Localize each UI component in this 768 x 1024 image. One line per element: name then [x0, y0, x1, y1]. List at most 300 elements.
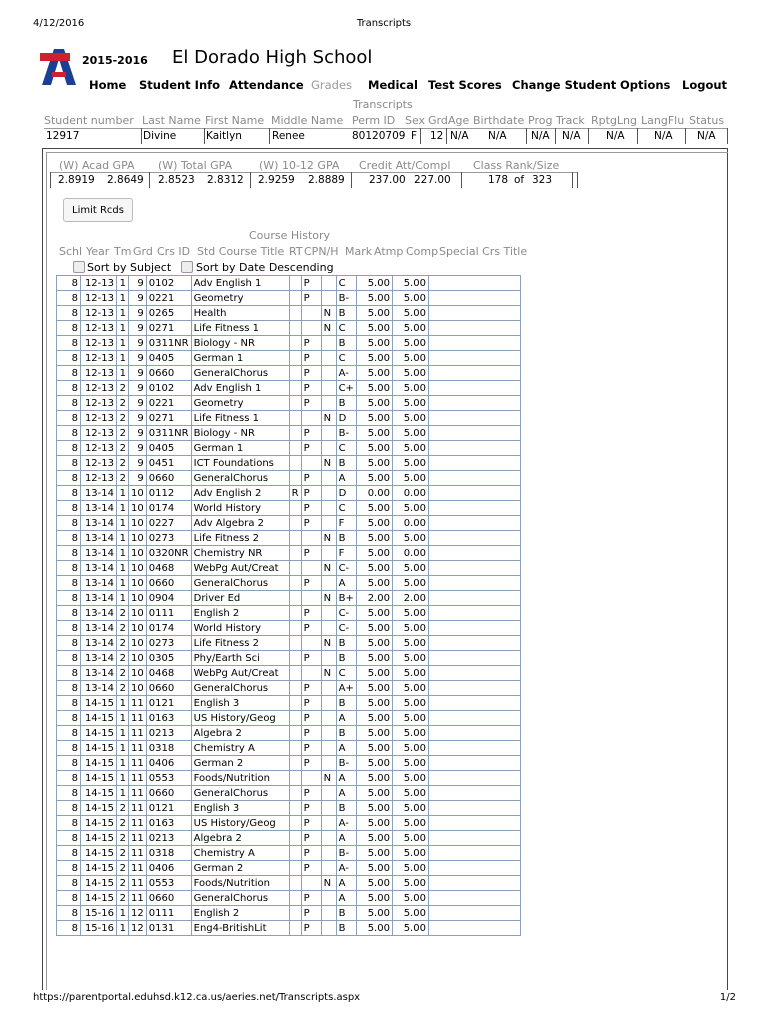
cell-rt	[289, 891, 301, 906]
cell-rt: R	[289, 486, 301, 501]
cell-atmp: 5.00	[356, 831, 392, 846]
cell-special-title	[428, 921, 520, 936]
cell-schl: 8	[57, 441, 81, 456]
cell-year: 14-15	[81, 861, 117, 876]
cell-comp: 0.00	[392, 546, 428, 561]
cell-rt	[289, 906, 301, 921]
cell-tm: 1	[117, 711, 129, 726]
cell-grd: 9	[129, 306, 147, 321]
cell-tm: 2	[117, 636, 129, 651]
cell-tm: 1	[117, 726, 129, 741]
credit-completed: 227.00	[414, 174, 451, 186]
cell-tm: 2	[117, 471, 129, 486]
total-gpa-weighted: 2.8523	[158, 174, 195, 186]
col-rt: RT	[289, 245, 303, 258]
cell-tm: 1	[117, 516, 129, 531]
cell-tm: 2	[117, 861, 129, 876]
cell-rt	[289, 921, 301, 936]
cell-crs-id: 0131	[146, 921, 191, 936]
cell-schl: 8	[57, 471, 81, 486]
cell-special-title	[428, 321, 520, 336]
cell-mark: B-	[336, 846, 356, 861]
cell-year: 13-14	[81, 666, 117, 681]
cell-rt	[289, 726, 301, 741]
table-row	[57, 321, 521, 336]
cell-rt	[289, 606, 301, 621]
cell-crs-id: 0553	[146, 876, 191, 891]
cell-special-title	[428, 591, 520, 606]
cell-mark: A	[336, 876, 356, 891]
col-cpn-h: CPN/H	[304, 245, 339, 258]
cell-crs-id: 0660	[146, 681, 191, 696]
nav-home[interactable]: Home	[89, 78, 127, 92]
cell-tm: 1	[117, 291, 129, 306]
col-crs-id: Crs ID	[157, 245, 191, 258]
cell-atmp: 5.00	[356, 276, 392, 291]
cell-crs-id: 0174	[146, 501, 191, 516]
cell-year: 14-15	[81, 756, 117, 771]
class-rank: 178	[488, 174, 509, 186]
nav-logout[interactable]: Logout	[682, 78, 728, 92]
table-row	[57, 501, 521, 516]
cell-comp: 5.00	[392, 861, 428, 876]
cell-tm: 1	[117, 741, 129, 756]
cell-atmp: 5.00	[356, 666, 392, 681]
class-rank-label: Class Rank/Size	[473, 159, 560, 172]
cell-year: 12-13	[81, 381, 117, 396]
cell-course-title: German 1	[191, 441, 289, 456]
cell-mark: A-	[336, 861, 356, 876]
cell-year: 14-15	[81, 696, 117, 711]
cell-special-title	[428, 831, 520, 846]
cell-atmp: 5.00	[356, 816, 392, 831]
cell-mark: D	[336, 486, 356, 501]
cell-h	[321, 831, 336, 846]
acad-gpa-label: (W) Acad GPA	[59, 159, 135, 172]
hdr-birthdate: Birthdate	[473, 114, 525, 127]
cell-year: 14-15	[81, 891, 117, 906]
cell-mark: B	[336, 921, 356, 936]
cell-mark: A	[336, 831, 356, 846]
cell-grd: 9	[129, 321, 147, 336]
nav-attendance[interactable]: Attendance	[229, 78, 304, 92]
cell-comp: 5.00	[392, 561, 428, 576]
cell-cpn: P	[301, 366, 321, 381]
cell-atmp: 5.00	[356, 681, 392, 696]
cell-comp: 5.00	[392, 606, 428, 621]
cell-rt	[289, 801, 301, 816]
cell-crs-id: 0265	[146, 306, 191, 321]
cell-grd: 11	[129, 726, 147, 741]
cell-tm: 2	[117, 456, 129, 471]
cell-special-title	[428, 651, 520, 666]
cell-schl: 8	[57, 651, 81, 666]
cell-h: N	[321, 321, 336, 336]
cell-comp: 5.00	[392, 456, 428, 471]
cell-cpn: P	[301, 501, 321, 516]
cell-comp: 5.00	[392, 621, 428, 636]
cell-grd: 11	[129, 711, 147, 726]
cell-comp: 0.00	[392, 486, 428, 501]
cell-rt	[289, 756, 301, 771]
cell-cpn: P	[301, 726, 321, 741]
nav-change-student[interactable]: Change Student	[512, 78, 617, 92]
cell-tm: 1	[117, 771, 129, 786]
cell-course-title: Driver Ed	[191, 591, 289, 606]
cell-year: 14-15	[81, 816, 117, 831]
cell-h	[321, 891, 336, 906]
cell-atmp: 5.00	[356, 786, 392, 801]
cell-crs-id: 0660	[146, 366, 191, 381]
cell-tm: 1	[117, 906, 129, 921]
cell-comp: 5.00	[392, 441, 428, 456]
nav-options[interactable]: Options	[620, 78, 671, 92]
cell-atmp: 5.00	[356, 771, 392, 786]
cell-atmp: 5.00	[356, 621, 392, 636]
table-row	[57, 681, 521, 696]
cell-cpn: P	[301, 816, 321, 831]
cell-comp: 5.00	[392, 531, 428, 546]
cell-course-title: Geometry	[191, 396, 289, 411]
cell-grd: 10	[129, 651, 147, 666]
cell-comp: 5.00	[392, 576, 428, 591]
cell-year: 14-15	[81, 876, 117, 891]
cell-cpn: P	[301, 696, 321, 711]
cell-course-title: Adv English 1	[191, 381, 289, 396]
cell-h	[321, 756, 336, 771]
cell-tm: 1	[117, 921, 129, 936]
cell-h: N	[321, 411, 336, 426]
cell-mark: A	[336, 741, 356, 756]
col-tm: Tm	[114, 245, 132, 258]
nav-test-scores[interactable]: Test Scores	[428, 78, 502, 92]
cell-comp: 5.00	[392, 381, 428, 396]
cell-year: 15-16	[81, 921, 117, 936]
table-row	[57, 606, 521, 621]
cell-comp: 5.00	[392, 741, 428, 756]
cell-h: N	[321, 636, 336, 651]
cell-grd: 10	[129, 501, 147, 516]
col-comp: Comp	[406, 245, 439, 258]
cell-rt	[289, 666, 301, 681]
cell-special-title	[428, 771, 520, 786]
cell-crs-id: 0660	[146, 471, 191, 486]
cell-tm: 1	[117, 351, 129, 366]
cell-tm: 2	[117, 876, 129, 891]
cell-year: 13-14	[81, 561, 117, 576]
hdr-age: Age	[448, 114, 470, 127]
credit-label: Credit Att/Compl	[359, 159, 451, 172]
table-row	[57, 801, 521, 816]
cell-special-title	[428, 621, 520, 636]
credit-attempted: 237.00	[369, 174, 406, 186]
cell-cpn	[301, 876, 321, 891]
hdr-prog: Prog	[528, 114, 553, 127]
cell-atmp: 5.00	[356, 441, 392, 456]
cell-crs-id: 0406	[146, 861, 191, 876]
cell-course-title: GeneralChorus	[191, 576, 289, 591]
cell-rt	[289, 876, 301, 891]
cell-comp: 5.00	[392, 306, 428, 321]
cell-grd: 10	[129, 486, 147, 501]
cell-h	[321, 546, 336, 561]
cell-schl: 8	[57, 561, 81, 576]
cell-h: N	[321, 561, 336, 576]
cell-crs-id: 0163	[146, 711, 191, 726]
cell-grd: 10	[129, 516, 147, 531]
cell-comp: 5.00	[392, 726, 428, 741]
cell-year: 13-14	[81, 516, 117, 531]
cell-crs-id: 0405	[146, 351, 191, 366]
cell-tm: 1	[117, 321, 129, 336]
cell-year: 12-13	[81, 276, 117, 291]
cell-cpn	[301, 411, 321, 426]
cell-mark: C-	[336, 561, 356, 576]
table-row	[57, 711, 521, 726]
cell-year: 12-13	[81, 366, 117, 381]
cell-grd: 9	[129, 441, 147, 456]
cell-rt	[289, 861, 301, 876]
cell-schl: 8	[57, 426, 81, 441]
cell-h	[321, 726, 336, 741]
cell-year: 13-14	[81, 531, 117, 546]
cell-comp: 2.00	[392, 591, 428, 606]
table-row	[57, 291, 521, 306]
cell-h	[321, 846, 336, 861]
cell-crs-id: 0227	[146, 516, 191, 531]
cell-tm: 1	[117, 696, 129, 711]
cell-course-title: Eng4-BritishLit	[191, 921, 289, 936]
cell-grd: 10	[129, 636, 147, 651]
cell-grd: 10	[129, 606, 147, 621]
cell-year: 12-13	[81, 336, 117, 351]
first-name: Kaitlyn	[206, 130, 242, 142]
cell-cpn: P	[301, 801, 321, 816]
cell-h: N	[321, 876, 336, 891]
cell-tm: 2	[117, 396, 129, 411]
cell-rt	[289, 306, 301, 321]
cell-crs-id: 0305	[146, 651, 191, 666]
cell-year: 12-13	[81, 396, 117, 411]
cell-crs-id: 0660	[146, 891, 191, 906]
hdr-first-name: First Name	[205, 114, 265, 127]
cell-cpn: P	[301, 426, 321, 441]
class-size: 323	[532, 174, 553, 186]
cell-special-title	[428, 726, 520, 741]
cell-mark: B	[336, 336, 356, 351]
cell-cpn: P	[301, 861, 321, 876]
cell-crs-id: 0468	[146, 666, 191, 681]
hdr-middle-name: Middle Name	[271, 114, 344, 127]
student-number: 12917	[46, 130, 80, 142]
cell-atmp: 0.00	[356, 486, 392, 501]
cell-atmp: 5.00	[356, 576, 392, 591]
cell-schl: 8	[57, 546, 81, 561]
cell-special-title	[428, 756, 520, 771]
cell-course-title: Life Fitness 1	[191, 411, 289, 426]
cell-schl: 8	[57, 816, 81, 831]
cell-h	[321, 741, 336, 756]
cell-cpn	[301, 306, 321, 321]
cell-atmp: 5.00	[356, 546, 392, 561]
cell-rt	[289, 351, 301, 366]
cell-year: 13-14	[81, 501, 117, 516]
status: N/A	[697, 130, 716, 142]
cell-mark: C	[336, 666, 356, 681]
cell-tm: 2	[117, 426, 129, 441]
cell-atmp: 5.00	[356, 726, 392, 741]
table-row	[57, 921, 521, 936]
cell-comp: 5.00	[392, 471, 428, 486]
acad-gpa: 2.8649	[107, 174, 144, 186]
cell-schl: 8	[57, 741, 81, 756]
cell-grd: 10	[129, 591, 147, 606]
cell-crs-id: 0904	[146, 591, 191, 606]
cell-course-title: German 2	[191, 861, 289, 876]
cell-h: N	[321, 306, 336, 321]
cell-cpn: P	[301, 381, 321, 396]
cell-cpn: P	[301, 441, 321, 456]
cell-course-title: Life Fitness 1	[191, 321, 289, 336]
cell-rt	[289, 381, 301, 396]
cell-cpn: P	[301, 741, 321, 756]
cell-schl: 8	[57, 321, 81, 336]
cell-year: 14-15	[81, 741, 117, 756]
cell-rt	[289, 696, 301, 711]
cell-schl: 8	[57, 366, 81, 381]
cell-grd: 11	[129, 756, 147, 771]
cell-cpn	[301, 531, 321, 546]
cell-course-title: English 2	[191, 906, 289, 921]
cell-rt	[289, 741, 301, 756]
cell-tm: 1	[117, 591, 129, 606]
cell-schl: 8	[57, 681, 81, 696]
cell-schl: 8	[57, 891, 81, 906]
cell-course-title: World History	[191, 501, 289, 516]
cell-special-title	[428, 816, 520, 831]
cell-h	[321, 906, 336, 921]
cell-year: 12-13	[81, 291, 117, 306]
nav-medical[interactable]: Medical	[368, 78, 418, 92]
cell-mark: B	[336, 636, 356, 651]
cell-schl: 8	[57, 636, 81, 651]
cell-course-title: Adv English 2	[191, 486, 289, 501]
cell-tm: 2	[117, 891, 129, 906]
cell-comp: 5.00	[392, 906, 428, 921]
cell-mark: C	[336, 321, 356, 336]
cell-year: 13-14	[81, 606, 117, 621]
table-row	[57, 696, 521, 711]
cell-course-title: WebPg Aut/Creat	[191, 561, 289, 576]
cell-comp: 5.00	[392, 426, 428, 441]
cell-atmp: 5.00	[356, 921, 392, 936]
cell-mark: D	[336, 411, 356, 426]
cell-h: N	[321, 666, 336, 681]
cell-cpn: P	[301, 396, 321, 411]
sort-by-subject-checkbox[interactable]	[73, 261, 85, 273]
cell-atmp: 5.00	[356, 306, 392, 321]
cell-tm: 2	[117, 651, 129, 666]
cell-comp: 5.00	[392, 696, 428, 711]
cell-atmp: 5.00	[356, 846, 392, 861]
cell-cpn: P	[301, 546, 321, 561]
cell-h	[321, 816, 336, 831]
print-page-number: 1/2	[719, 992, 736, 1003]
cell-comp: 5.00	[392, 366, 428, 381]
rptglng: N/A	[606, 130, 625, 142]
birthdate: N/A	[488, 130, 507, 142]
table-row	[57, 276, 521, 291]
cell-year: 12-13	[81, 306, 117, 321]
cell-rt	[289, 501, 301, 516]
cell-grd: 11	[129, 831, 147, 846]
cell-year: 13-14	[81, 621, 117, 636]
cell-year: 13-14	[81, 636, 117, 651]
table-row	[57, 531, 521, 546]
nav-grades[interactable]: Grades	[311, 78, 353, 92]
cell-crs-id: 0553	[146, 771, 191, 786]
cell-grd: 11	[129, 696, 147, 711]
cell-h: N	[321, 591, 336, 606]
cell-rt	[289, 456, 301, 471]
cell-cpn	[301, 561, 321, 576]
cell-tm: 2	[117, 681, 129, 696]
cell-grd: 11	[129, 771, 147, 786]
cell-year: 12-13	[81, 456, 117, 471]
cell-schl: 8	[57, 906, 81, 921]
cell-course-title: GeneralChorus	[191, 891, 289, 906]
cell-h	[321, 351, 336, 366]
cell-atmp: 5.00	[356, 531, 392, 546]
cell-course-title: Foods/Nutrition	[191, 771, 289, 786]
cell-atmp: 5.00	[356, 366, 392, 381]
cell-atmp: 5.00	[356, 501, 392, 516]
cell-grd: 9	[129, 381, 147, 396]
hdr-grd: Grd	[428, 114, 448, 127]
table-row	[57, 861, 521, 876]
cell-rt	[289, 441, 301, 456]
table-row	[57, 786, 521, 801]
cell-cpn: P	[301, 846, 321, 861]
table-row	[57, 471, 521, 486]
cell-comp: 5.00	[392, 336, 428, 351]
cell-comp: 5.00	[392, 846, 428, 861]
cell-grd: 9	[129, 426, 147, 441]
table-row	[57, 441, 521, 456]
cell-mark: B+	[336, 591, 356, 606]
cell-special-title	[428, 711, 520, 726]
cell-crs-id: 0271	[146, 321, 191, 336]
cell-crs-id: 0660	[146, 576, 191, 591]
cell-special-title	[428, 891, 520, 906]
limit-records-button[interactable]: Limit Rcds	[63, 198, 133, 222]
cell-comp: 5.00	[392, 921, 428, 936]
table-row	[57, 906, 521, 921]
cell-grd: 9	[129, 351, 147, 366]
cell-cpn: P	[301, 711, 321, 726]
cell-course-title: Health	[191, 306, 289, 321]
sort-by-date-checkbox[interactable]	[181, 261, 193, 273]
table-row	[57, 771, 521, 786]
school-name: El Dorado High School	[172, 47, 373, 68]
cell-cpn: P	[301, 291, 321, 306]
cell-tm: 1	[117, 561, 129, 576]
cell-course-title: Algebra 2	[191, 831, 289, 846]
nav-student-info[interactable]: Student Info	[139, 78, 221, 92]
cell-schl: 8	[57, 921, 81, 936]
cell-h	[321, 921, 336, 936]
cell-cpn: P	[301, 351, 321, 366]
